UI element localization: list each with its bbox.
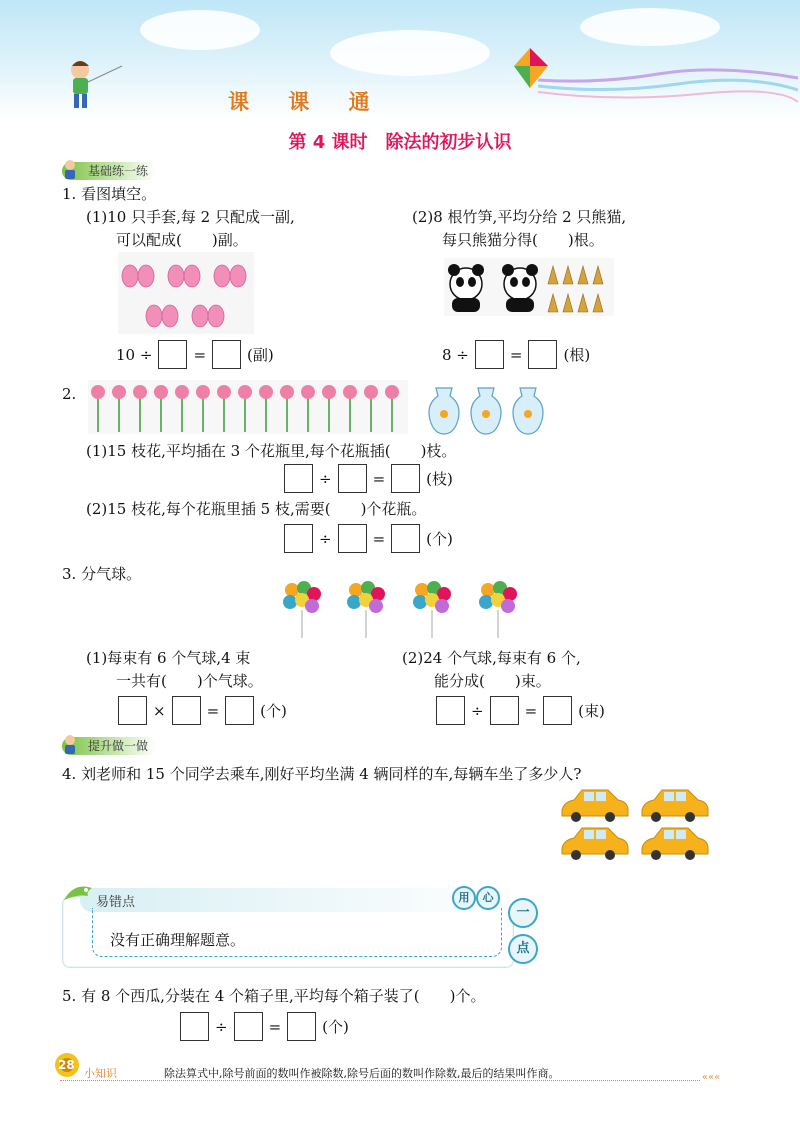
q3a-line2: 一共有( )个气球。 (116, 672, 263, 690)
section-tag-label: 基础练一练 (88, 164, 149, 178)
q1b-line2: 每只熊猫分得( )根。 (442, 231, 604, 249)
q3a-line1: (1)每束有 6 个气球,4 束 (86, 649, 251, 667)
mul-sign: × (153, 701, 166, 720)
div-sign: ÷ (319, 529, 332, 548)
unit-label: (根) (563, 346, 591, 364)
section-tag-basic (62, 162, 156, 180)
answer-box[interactable] (391, 524, 420, 553)
footer-ornament: ««« (702, 1072, 721, 1083)
unit-label: (束) (578, 702, 605, 720)
answer-box[interactable] (338, 464, 367, 493)
kid-icon (60, 158, 80, 180)
q2b-text: (2)15 枝花,每个花瓶里插 5 枝,需要( )个花瓶。 (86, 500, 427, 518)
eq-sign: = (206, 701, 220, 720)
eq-sign: = (193, 345, 207, 364)
answer-box[interactable] (287, 1012, 316, 1041)
answer-box[interactable] (212, 340, 241, 369)
tip-title: 易错点 (96, 895, 136, 910)
eq-sign: = (372, 529, 386, 548)
answer-box[interactable] (475, 340, 504, 369)
answer-box[interactable] (436, 696, 465, 725)
unit-label: (个) (322, 1018, 349, 1036)
q1-label: 1. 看图填空。 (62, 185, 157, 203)
q2a-text: (1)15 枝花,平均插在 3 个花瓶里,每个花瓶插( )枝。 (86, 442, 457, 460)
q1b-line1: (2)8 根竹笋,平均分给 2 只熊猫, (412, 208, 627, 226)
answer-box[interactable] (225, 696, 254, 725)
answer-box[interactable] (234, 1012, 263, 1041)
balloons-picture (280, 580, 526, 642)
q2-label: 2. (62, 385, 77, 403)
answer-box[interactable] (158, 340, 187, 369)
panda-bamboo-picture (444, 258, 614, 316)
div-sign: ÷ (319, 469, 332, 488)
q1b-equation (442, 340, 590, 369)
tip-badge-dian: 点 (508, 934, 538, 964)
q2a-equation (284, 464, 453, 493)
q4-label: 4. 刘老师和 15 个同学去乘车,刚好平均坐满 4 辆同样的车,每辆车坐了多少人? (62, 765, 582, 783)
answer-box[interactable] (118, 696, 147, 725)
footer-divider (60, 1080, 700, 1081)
vases-picture (426, 384, 546, 436)
eq-sign: = (524, 701, 538, 720)
footer-label: 小知识 (84, 1067, 117, 1080)
tip-badge-xin: 心 (476, 886, 500, 910)
cars-picture (556, 782, 716, 862)
answer-box[interactable] (391, 464, 420, 493)
q1a-line2: 可以配成( )副。 (116, 231, 248, 249)
q1a-equation (116, 340, 274, 369)
answer-box[interactable] (543, 696, 572, 725)
q3b-line2: 能分成( )束。 (434, 672, 551, 690)
flowers-picture (88, 380, 408, 434)
q3b-equation (436, 696, 605, 725)
eq-sign: = (268, 1017, 282, 1036)
footer-text: 除法算式中,除号前面的数叫作被除数,除号后面的数叫作除数,最后的结果叫作商。 (164, 1067, 560, 1080)
answer-box[interactable] (490, 696, 519, 725)
answer-box[interactable] (284, 464, 313, 493)
tip-badge-yong: 用 (452, 886, 476, 910)
kid-icon (60, 733, 80, 755)
unit-label: (枝) (426, 470, 453, 488)
q3b-line1: (2)24 个气球,每束有 6 个, (402, 649, 581, 667)
eq-sign: = (372, 469, 386, 488)
page-number: 28 (58, 1058, 75, 1072)
bird-icon (60, 880, 100, 910)
lesson-title: 第 4 课时 除法的初步认识 (288, 132, 512, 153)
answer-box[interactable] (528, 340, 557, 369)
tip-text: 没有正确理解题意。 (110, 931, 246, 949)
q3-label: 3. 分气球。 (62, 565, 142, 583)
q1b-eq-left: 8 ÷ (442, 345, 469, 364)
q1a-line1: (1)10 只手套,每 2 只配成一副, (86, 208, 295, 226)
unit-label: (副) (247, 346, 274, 364)
q5-equation (180, 1012, 349, 1041)
q3a-equation (118, 696, 287, 725)
eq-sign: = (509, 345, 523, 364)
brand-title: 课 课 通 (228, 90, 386, 114)
section-tag-advanced (62, 737, 156, 755)
unit-label: (个) (260, 702, 287, 720)
q5-label: 5. 有 8 个西瓜,分装在 4 个箱子里,平均每个箱子装了( )个。 (62, 987, 486, 1005)
div-sign: ÷ (471, 701, 484, 720)
q2b-equation (284, 524, 453, 553)
boy-illustration (64, 56, 124, 112)
gloves-picture (118, 252, 254, 334)
div-sign: ÷ (215, 1017, 228, 1036)
tip-badge-yi: 一 (508, 898, 538, 928)
unit-label: (个) (426, 530, 453, 548)
answer-box[interactable] (284, 524, 313, 553)
kite-illustration (508, 44, 798, 134)
q1a-eq-left: 10 ÷ (116, 345, 153, 364)
answer-box[interactable] (338, 524, 367, 553)
answer-box[interactable] (180, 1012, 209, 1041)
section-tag-label: 提升做一做 (88, 739, 149, 753)
answer-box[interactable] (172, 696, 201, 725)
